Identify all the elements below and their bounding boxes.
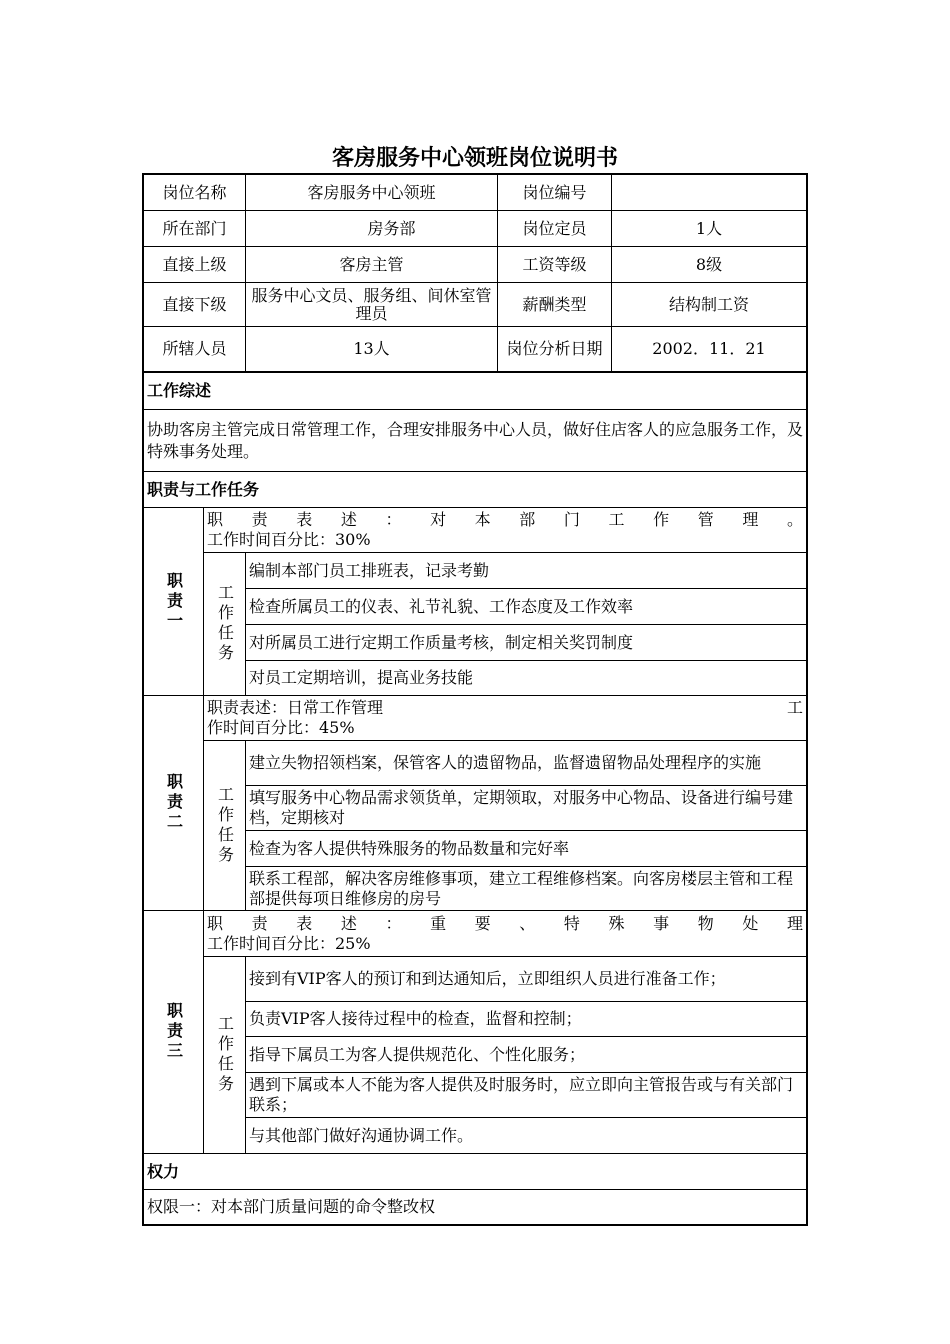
duty-2-label: 职责二 bbox=[143, 695, 204, 911]
duty-2-task: 填写服务中心物品需求领货单，定期领取，对服务中心物品、设备进行编号建档，定期核对 bbox=[245, 785, 807, 831]
duty-3-task: 负责VIP客人接待过程中的检查，监督和控制； bbox=[245, 1001, 807, 1037]
duty-2-task: 联系工程部，解决客房维修事项，建立工程维修档案。向客房楼层主管和工程部提供每项日维修房的房号 bbox=[245, 866, 807, 911]
dept-label: 所在部门 bbox=[143, 210, 246, 247]
duty-3-task: 与其他部门做好沟通协调工作。 bbox=[245, 1117, 807, 1154]
duty-1-task: 对所属员工进行定期工作质量考核，制定相关奖罚制度 bbox=[245, 624, 807, 661]
duty-3-task: 遇到下属或本人不能为客人提供及时服务时，应立即向主管报告或与有关部门联系； bbox=[245, 1072, 807, 1118]
quota-value: 1人 bbox=[611, 210, 807, 247]
staff-label: 所辖人员 bbox=[143, 326, 246, 372]
superior-value: 客房主管 bbox=[245, 246, 498, 283]
duty-2-task-label: 工作任务 bbox=[203, 740, 246, 911]
duty-1-desc bbox=[203, 507, 807, 553]
summary-text: 协助客房主管完成日常管理工作，合理安排服务中心人员，做好住店客人的应急服务工作，及特殊事务处理。 bbox=[143, 409, 807, 472]
duty-3-task: 指导下属员工为客人提供规范化、个性化服务； bbox=[245, 1036, 807, 1073]
staff-value: 13人 bbox=[245, 326, 498, 372]
page-title: 客房服务中心领班岗位说明书 bbox=[331, 146, 618, 171]
duty-3-label: 职责三 bbox=[143, 910, 204, 1154]
duty-2-task: 检查为客人提供特殊服务的物品数量和完好率 bbox=[245, 830, 807, 867]
post-no-label: 岗位编号 bbox=[497, 174, 612, 211]
subordinate-label: 直接下级 bbox=[143, 282, 246, 327]
analysis-date-value: 2002．11．21 bbox=[611, 326, 807, 372]
duty-3-task-label: 工作任务 bbox=[203, 956, 246, 1154]
dept-value: 房务部 bbox=[245, 210, 498, 247]
superior-label: 直接上级 bbox=[143, 246, 246, 283]
duty-1-pct: 工作时间百分比：30% bbox=[207, 530, 371, 549]
authority-item: 权限一：对本部门质量问题的命令整改权 bbox=[143, 1189, 807, 1225]
grade-label: 工资等级 bbox=[497, 246, 612, 283]
duty-2-pct: 作时间百分比：45% bbox=[207, 718, 355, 737]
duty-2-desc-text: 职责表述：日常工作管理 bbox=[207, 698, 384, 717]
duty-2-desc-tail: 工 bbox=[786, 698, 803, 717]
subordinate-value: 服务中心文员、服务组、间休室管理员 bbox=[245, 282, 498, 327]
duty-3-pct: 工作时间百分比：25% bbox=[207, 933, 371, 953]
post-name-label: 岗位名称 bbox=[143, 174, 246, 211]
duty-3-task: 接到有VIP客人的预订和到达通知后，立即组织人员进行准备工作； bbox=[245, 956, 807, 1002]
duty-1-task: 检查所属员工的仪表、礼节礼貌、工作态度及工作效率 bbox=[245, 588, 807, 625]
duties-heading: 职责与工作任务 bbox=[143, 471, 807, 508]
pay-type-label: 薪酬类型 bbox=[497, 282, 612, 327]
authority-heading: 权力 bbox=[143, 1153, 807, 1190]
duty-2-task: 建立失物招领档案，保管客人的遗留物品，监督遗留物品处理程序的实施 bbox=[245, 740, 807, 786]
post-no-value bbox=[611, 174, 807, 211]
pay-type-value: 结构制工资 bbox=[611, 282, 807, 327]
quota-label: 岗位定员 bbox=[497, 210, 612, 247]
duty-3-desc bbox=[203, 910, 807, 957]
duty-1-task: 对员工定期培训，提高业务技能 bbox=[245, 660, 807, 696]
duty-2-desc bbox=[203, 695, 807, 741]
duty-1-task-label: 工作任务 bbox=[203, 552, 246, 696]
duty-2-desc-line bbox=[207, 698, 803, 718]
duty-1-desc-text: 职责表述：对本部门工作管理。 bbox=[207, 510, 803, 529]
summary-heading: 工作综述 bbox=[143, 372, 807, 410]
duty-1-label: 职责一 bbox=[143, 507, 204, 696]
analysis-date-label: 岗位分析日期 bbox=[497, 326, 612, 372]
post-name-value: 客房服务中心领班 bbox=[245, 174, 498, 211]
duty-1-task: 编制本部门员工排班表，记录考勤 bbox=[245, 552, 807, 589]
duty-3-desc-text: 职责表述：重要、特殊事物处理 bbox=[207, 913, 803, 933]
grade-value: 8级 bbox=[611, 246, 807, 283]
